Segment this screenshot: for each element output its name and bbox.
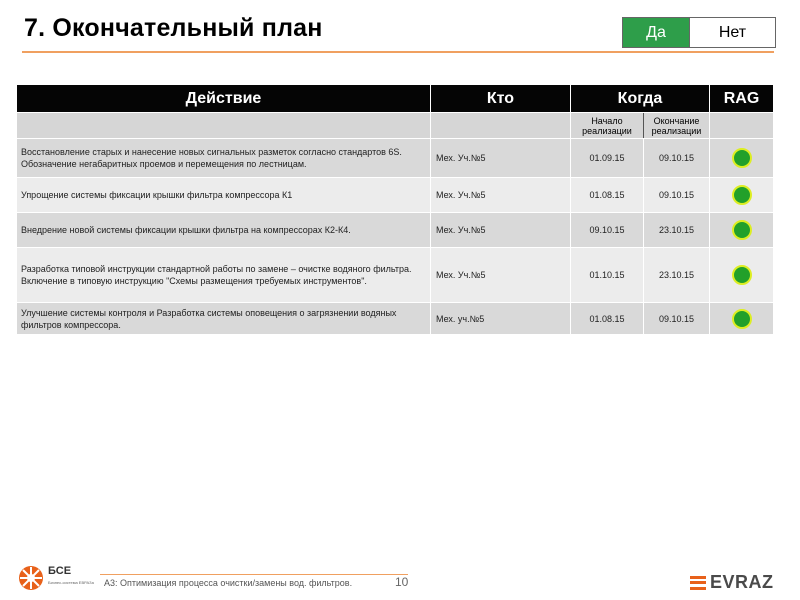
start-date-cell: 01.10.15 xyxy=(571,248,644,303)
action-cell: Упрощение системы фиксации крышки фильтра компрессора К1 xyxy=(17,178,431,213)
start-date-cell: 01.09.15 xyxy=(571,139,644,178)
table-row xyxy=(17,213,774,248)
end-date-cell: 09.10.15 xyxy=(644,303,710,335)
subheader-end: Окончание реализации xyxy=(644,113,710,139)
action-cell: Разработка типовой инструкции стандартной работы по замене – очистке водяного фильтра. Включение в типовую инструкцию "Схемы размещения требуемых инструментов". xyxy=(17,248,431,303)
header-who: Кто xyxy=(431,85,571,113)
end-date-cell: 23.10.15 xyxy=(644,248,710,303)
who-cell: Мех. Уч.№5 xyxy=(431,178,571,213)
evraz-wordmark: EVRAZ xyxy=(710,572,774,592)
subheader-blank xyxy=(710,113,774,139)
header-action: Действие xyxy=(17,85,431,113)
action-plan-table xyxy=(16,84,774,335)
rag-cell xyxy=(710,303,774,335)
page-number: 10 xyxy=(395,575,409,589)
who-cell: Мех. Уч.№5 xyxy=(431,213,571,248)
end-date-cell: 09.10.15 xyxy=(644,139,710,178)
who-cell: Мех. Уч.№5 xyxy=(431,248,571,303)
subheader-start: Начало реализации xyxy=(571,113,644,139)
rag-status-dot xyxy=(732,185,752,205)
start-date-cell: 09.10.15 xyxy=(571,213,644,248)
table-row xyxy=(17,178,774,213)
action-cell: Восстановление старых и нанесение новых сигнальных разметок согласно стандартов 6S. Обозначение негабаритных проемов и перемещения по лестницам. xyxy=(17,139,431,178)
subheader-blank xyxy=(431,113,571,139)
yes-no-toggle[interactable] xyxy=(622,17,776,48)
footer-divider xyxy=(100,574,408,575)
who-cell: Мех. уч.№5 xyxy=(431,303,571,335)
no-option[interactable]: Нет xyxy=(689,18,775,47)
rag-status-dot xyxy=(732,309,752,329)
bse-logo-icon xyxy=(18,565,44,591)
rag-cell xyxy=(710,248,774,303)
start-date-cell: 01.08.15 xyxy=(571,303,644,335)
rag-status-dot xyxy=(732,220,752,240)
table-row xyxy=(17,248,774,303)
table-row xyxy=(17,303,774,335)
end-date-cell: 09.10.15 xyxy=(644,178,710,213)
start-date-cell: 01.08.15 xyxy=(571,178,644,213)
rag-cell xyxy=(710,213,774,248)
action-cell: Внедрение новой системы фиксации крышки фильтра на компрессорах К2-К4. xyxy=(17,213,431,248)
end-date-cell: 23.10.15 xyxy=(644,213,710,248)
bse-brand: БСЕ xyxy=(48,565,72,577)
footer-doc-label: А3: Оптимизация процесса очистки/замены вод. фильтров. xyxy=(104,578,353,588)
bse-brand-subtitle: Бизнес-система ЕВРАЗа xyxy=(48,580,94,585)
action-cell: Улучшение системы контроля и Разработка системы оповещения о загрязнении водяных фильтров компрессора. xyxy=(17,303,431,335)
header-rag: RAG xyxy=(710,85,774,113)
yes-option[interactable]: Да xyxy=(623,18,689,47)
evraz-stripes-icon xyxy=(690,576,706,590)
header-when: Когда xyxy=(571,85,710,113)
slide-title: 7. Окончательный план xyxy=(24,14,323,42)
rag-cell xyxy=(710,178,774,213)
table-row xyxy=(17,139,774,178)
rag-status-dot xyxy=(732,148,752,168)
evraz-logo xyxy=(690,572,774,593)
subheader-blank xyxy=(17,113,431,139)
rag-cell xyxy=(710,139,774,178)
who-cell: Мех. Уч.№5 xyxy=(431,139,571,178)
title-underline xyxy=(22,51,774,53)
rag-status-dot xyxy=(732,265,752,285)
